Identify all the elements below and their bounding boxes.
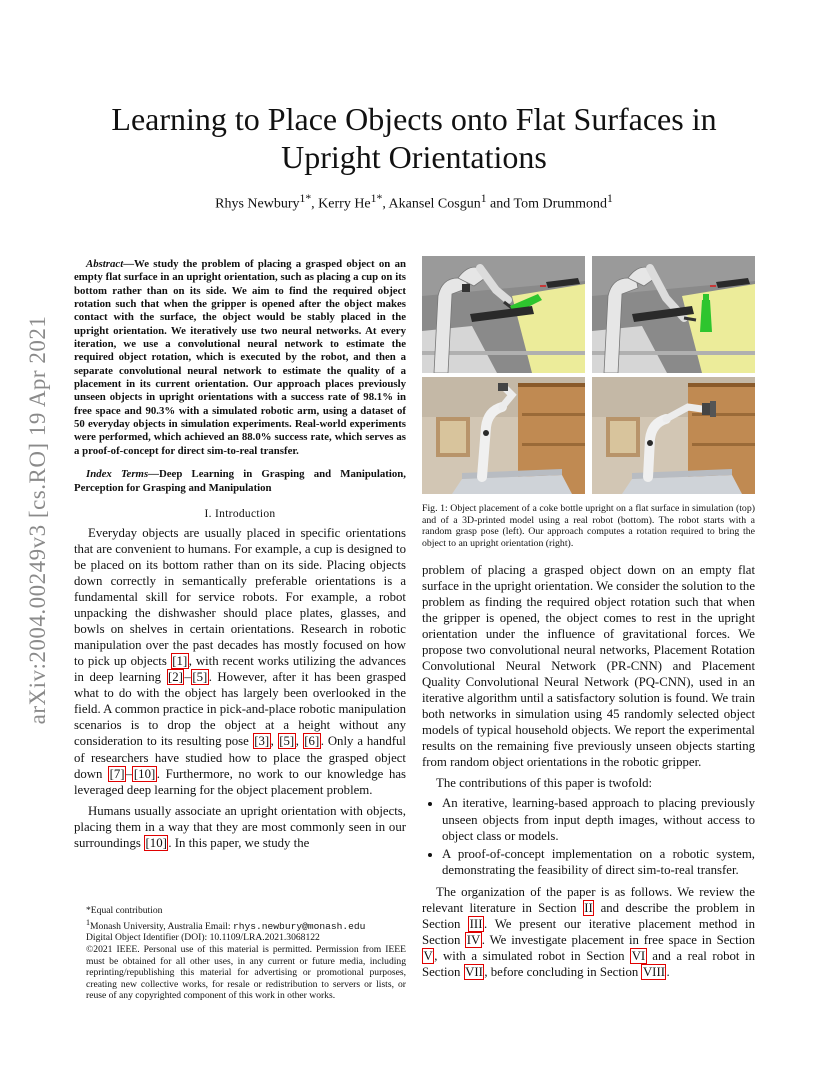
text-run: , with recent works utilizing the advances in deep learning <box>74 654 406 685</box>
index-terms-label: Index Terms <box>86 468 149 481</box>
author-name: Kerry He <box>318 196 371 212</box>
index-terms-text: —Deep Learning in Grasping and Manipulation, Perception for Grasping and Manipulation <box>74 468 406 494</box>
contribution-list <box>422 795 755 877</box>
abstract-text: —We study the problem of placing a grasped object on an empty flat surface in an upright orientation, such as placing a cup on its bottom rather than on its side. We aim to find the required object rotation such that when the gripper is opened after the object makes contact with the surface, the object would be stably placed in the upright orientation. We iteratively use two neural networks. At every iteration, we use a convolutional neural network to estimate the required object rotation, which is executed by the robot, and then a separate convolutional neural network to estimate the quality of a placement in its current orientation. Our approach places previously unseen objects in upright orientations with a success rate of 98.1% in free space and 90.3% with a simulated robotic arm, using a dataset of 50 everyday objects in simulation experiments. Real-world experiments were performed, which achieved an 88.0% success rate, which serves as a proof-of-concept for direct sim-to-real transfer. <box>74 258 406 457</box>
author-affil: 1 <box>607 192 613 205</box>
text-run: . However, after it has been grasped what to do with the object has largely been overlooked in the field. A common practice in pick-and-place robotic manipulation scenarios is to drop the object at a height without any consideration to its resulting pose <box>74 670 407 749</box>
citation-link[interactable]: [2] <box>168 670 183 685</box>
section-heading-introduction <box>74 508 406 520</box>
contribution-item: • A proof-of-concept implementation on a robotic system, demonstrating the feasibility of direct sim-to-real transfer. <box>442 846 755 878</box>
left-column <box>74 258 406 851</box>
text-run: . We present our iterative placement method in Section <box>422 916 755 947</box>
right-paragraph-3 <box>422 884 755 980</box>
section-link[interactable]: II <box>584 900 593 915</box>
right-paragraph-1: problem of placing a grasped object down on an empty flat surface in the upright orientation. We consider the solution to the problem as finding the required object rotation such that when the gripper is opened, the object comes to rest in the upright orientation under the influence of gravitational forces. We propose two convolutional neural networks, Placement Rotation Convolutional Neural Network (PR-CNN) and Placement Quality Convolutional Neural Network (PQ-CNN), used in an iterative algorithm until a satisfactory solution is found. We train both networks in simulation using 45 randomly selected object models of typical household objects. We report the experimental results on the remaining five previously unseen objects starting from random object orientations in the robotic gripper. <box>422 562 755 770</box>
author-sep: , <box>382 196 389 212</box>
section-link[interactable]: IV <box>466 932 481 947</box>
real-upright-illustration <box>592 377 755 494</box>
citation-link[interactable]: [5] <box>192 670 208 685</box>
author-affil: 1* <box>370 192 383 205</box>
text-run: Humans usually associate an upright orientation with objects, placing them in a way that they are most commonly seen in our surroundings <box>74 803 406 850</box>
footnote-copyright: ©2021 IEEE. Personal use of this material is permitted. Permission from IEEE must be obtained for all other uses, in any current or future media, including reprinting/republishing this material for advertising or promotional purposes, creating new collective works, for resale or redistribution to servers or lists, or reuse of any copyrighted component of this work in other works. <box>86 943 406 1002</box>
text-run: , <box>295 734 303 749</box>
citation-link[interactable]: [6] <box>304 734 320 749</box>
footnote-affiliation <box>74 917 406 933</box>
section-link[interactable]: VIII <box>642 964 665 979</box>
right-paragraph-2: The contributions of this paper is twofold: <box>436 776 653 791</box>
figure-panel-sim-start <box>422 256 585 373</box>
sim-upright-illustration <box>592 256 755 373</box>
author-list <box>80 192 748 213</box>
index-terms <box>74 468 406 495</box>
title-line-1: Learning to Place Objects onto Flat Surfaces in <box>111 101 717 137</box>
section-link[interactable]: V <box>423 948 433 963</box>
citation-link[interactable]: [10] <box>145 835 167 850</box>
text-run: Everyday objects are usually placed in specific orientations that are convenient to humans. For example, a cup is designed to be placed on its bottom rather than on its side. Placing objects down correctly in semantically preferable orientations is a fundamental skill for service robots. For example, a robot unpacking the dishwasher should place plates, glasses, and bowls on shelves in certain orientations. Research in robotic manipulation over the past decades has mostly focused on how to pick up objects <box>74 525 406 669</box>
section-link[interactable]: VI <box>631 948 646 963</box>
figure-1 <box>422 256 755 494</box>
citation-link[interactable]: [3] <box>254 734 270 749</box>
text-run: . <box>666 964 670 979</box>
author-email[interactable]: rhys.newbury@monash.edu <box>233 920 366 932</box>
text-run: . Furthermore, no work to our knowledge has leveraged deep learning for the object placement problem. <box>74 766 406 797</box>
text-run: – <box>126 766 133 781</box>
footnote-doi: Digital Object Identifier (DOI): 10.1109/LRA.2021.3068122 <box>86 932 320 944</box>
title-line-2: Upright Orientations <box>281 139 547 175</box>
section-heading-text: I. Introduction <box>204 507 276 520</box>
figure-1-caption: Fig. 1: Object placement of a coke bottle upright on a flat surface in simulation (top) and of a 3D-printed model using a real robot (bottom). The robot starts with a random grasp pose (left). Our approach computes a rotation required to bring the object to an upright orientation (right). <box>422 503 755 550</box>
abstract-label: Abstract <box>86 258 124 270</box>
text-run: , with a simulated robot in Section <box>434 948 631 963</box>
footnote-affil-text: Monash University, Australia Email: <box>90 920 233 932</box>
figure-panel-real-upright <box>592 377 755 494</box>
author-affil: 1* <box>299 192 312 205</box>
figure-panel-sim-upright <box>592 256 755 373</box>
right-column <box>422 256 755 980</box>
text-run: . We investigate placement in free space in Section <box>481 932 755 947</box>
citation-link[interactable]: [5] <box>279 734 295 749</box>
text-run: – <box>184 670 191 685</box>
intro-paragraph-1 <box>74 525 406 798</box>
author-affil: 1 <box>480 192 487 205</box>
author-name: Rhys Newbury <box>215 196 300 212</box>
text-run: , before concluding in Section <box>484 964 642 979</box>
text-run: The organization of the paper is as follows. We review the relevant literature in Section <box>422 884 755 915</box>
text-run: . Only a handful of researchers have studied how to place the grasped object down <box>74 734 406 781</box>
sim-start-illustration <box>422 256 585 373</box>
author-sep: , <box>311 196 319 212</box>
citation-link[interactable]: [7] <box>109 766 125 781</box>
figure-panel-real-start <box>422 377 585 494</box>
arxiv-id: arXiv:2004.00249v3 [cs.RO] 19 Apr 2021 <box>25 315 50 725</box>
contribution-item: • An iterative, learning-based approach to placing previously unseen objects from input depth images, without access to object class or models. <box>442 795 755 843</box>
text-run: . In this paper, we study the <box>168 835 310 850</box>
text-run: and a real robot in Section <box>422 948 755 979</box>
footnotes <box>74 905 406 1002</box>
text-run: , <box>270 734 278 749</box>
footnote-equal: *Equal contribution <box>86 905 163 916</box>
author-name: Akansel Cosgun <box>388 196 481 212</box>
footnote-mark: 1 <box>86 917 90 927</box>
arxiv-stamp <box>22 280 54 760</box>
real-start-illustration <box>422 377 585 494</box>
abstract <box>74 258 406 458</box>
citation-link[interactable]: [1] <box>172 654 188 669</box>
author-sep: and <box>486 196 514 212</box>
section-link[interactable]: VII <box>465 964 483 979</box>
intro-paragraph-2 <box>74 803 406 851</box>
text-run: and describe the problem in Section <box>422 900 755 931</box>
citation-link[interactable]: [10] <box>133 766 156 781</box>
paper-title <box>80 100 748 176</box>
author-name: Tom Drummond <box>513 196 608 212</box>
section-link[interactable]: III <box>469 916 483 931</box>
